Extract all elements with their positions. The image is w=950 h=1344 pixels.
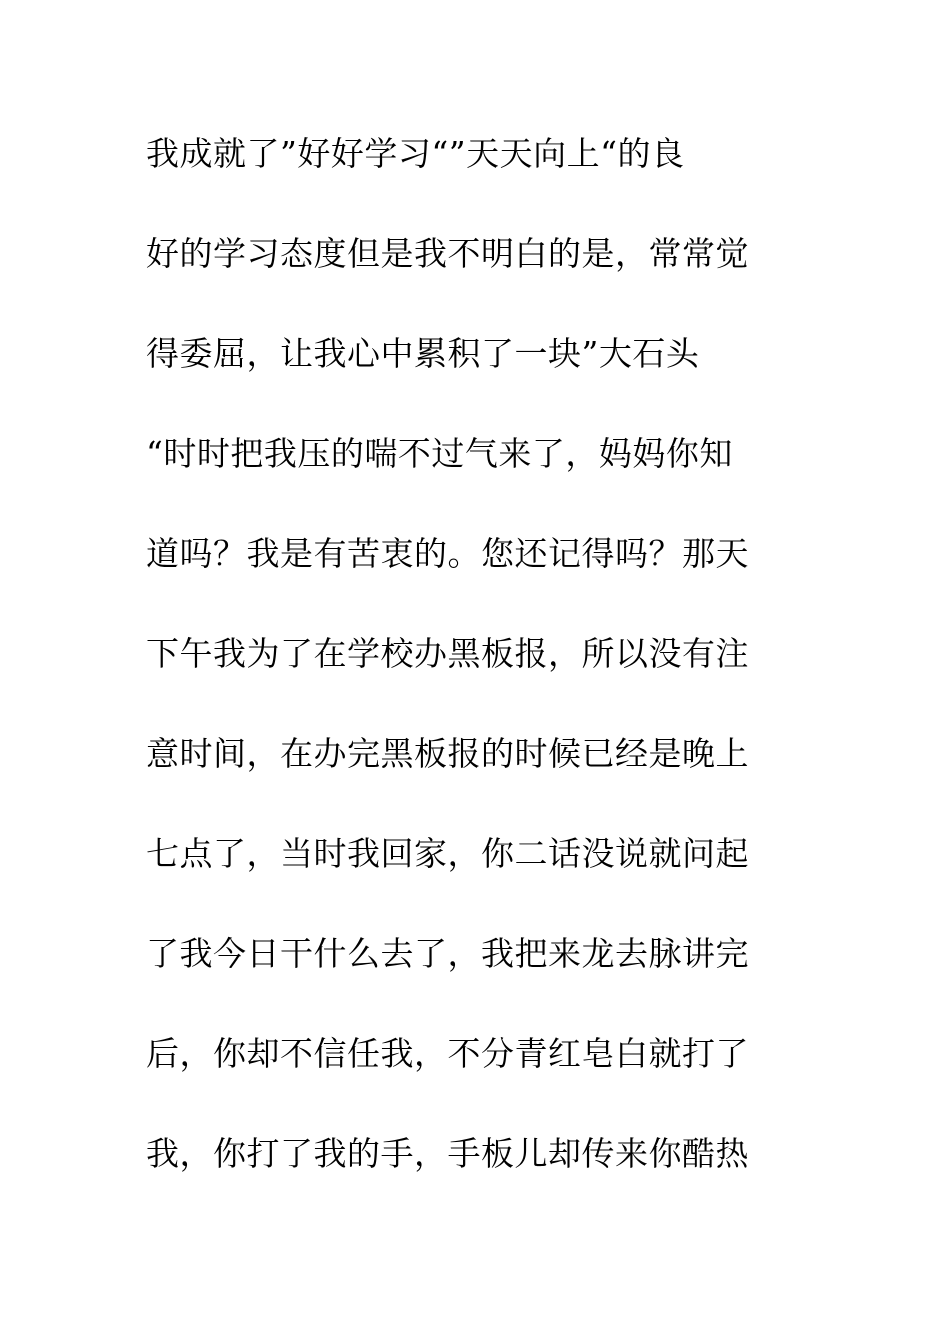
text-line: 我，你打了我的手，手板儿却传来你酷热 bbox=[146, 1134, 749, 1173]
text-line: 得委屈，让我心中累积了一块”大石头 bbox=[146, 334, 700, 373]
text-line: 后，你却不信任我，不分青红皂白就打了 bbox=[146, 1034, 749, 1073]
body-text bbox=[146, 124, 826, 1224]
text-line: 了我今日干什么去了，我把来龙去脉讲完 bbox=[146, 934, 749, 973]
text-line: 意时间，在办完黑板报的时候已经是晚上 bbox=[146, 734, 749, 773]
text-line: 我成就了”好好学习“”天天向上“的良 bbox=[146, 134, 685, 173]
text-line: “时时把我压的喘不过气来了，妈妈你知 bbox=[146, 434, 733, 473]
text-line: 好的学习态度但是我不明白的是，常常觉 bbox=[146, 234, 749, 273]
text-line: 下午我为了在学校办黑板报，所以没有注 bbox=[146, 634, 749, 673]
text-line: 七点了，当时我回家，你二话没说就问起 bbox=[146, 834, 749, 873]
text-line: 道吗？我是有苦衷的。您还记得吗？那天 bbox=[146, 534, 749, 573]
